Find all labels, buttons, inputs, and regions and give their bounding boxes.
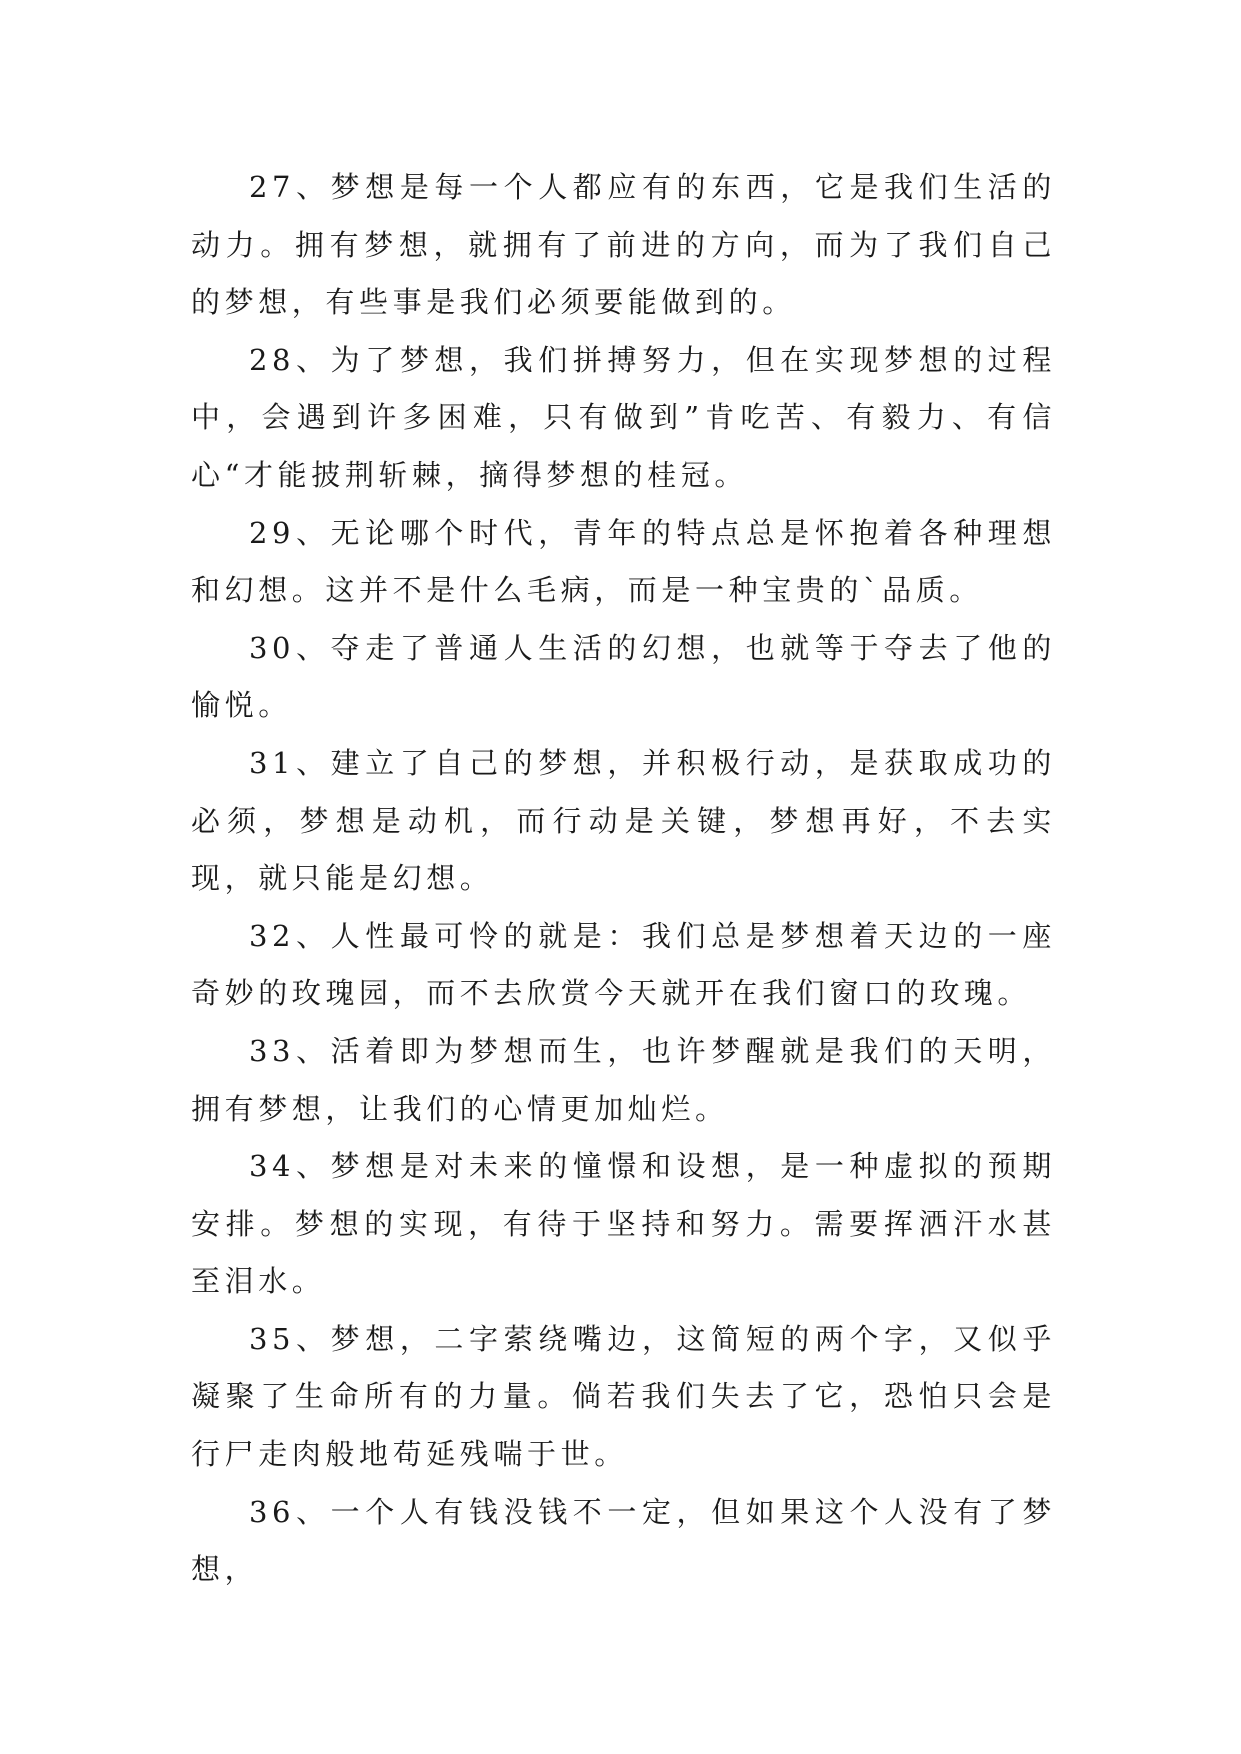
paragraph-34: 34、梦想是对未来的憧憬和设想，是一种虚拟的预期安排。梦想的实现，有待于坚持和努力。需要挥洒汗水甚至泪水。 bbox=[191, 1149, 1056, 1299]
paragraph-35: 35、梦想，二字萦绕嘴边，这简短的两个字，又似乎凝聚了生命所有的力量。倘若我们失去了它，恐怕只会是行尸走肉般地苟延残喘于世。 bbox=[191, 1321, 1056, 1472]
paragraph-27: 27、梦想是每一个人都应有的东西，它是我们生活的动力。拥有梦想，就拥有了前进的方向，而为了我们自己的梦想，有些事是我们必须要能做到的。 bbox=[191, 170, 1056, 320]
paragraph-29: 29、无论哪个时代，青年的特点总是怀抱着各种理想和幻想。这并不是什么毛病，而是一种宝贵的`品质。 bbox=[191, 515, 1056, 608]
paragraph-30: 30、夺走了普通人生活的幻想，也就等于夺去了他的愉悦。 bbox=[191, 630, 1056, 723]
paragraph-28: 28、为了梦想，我们拼搏努力，但在实现梦想的过程中，会遇到许多困难，只有做到”肯吃苦、有毅力、有信心“才能披荆斩棘，摘得梦想的桂冠。 bbox=[191, 342, 1056, 492]
paragraph-36: 36、一个人有钱没钱不一定，但如果这个人没有了梦想， bbox=[191, 1494, 1056, 1587]
document-body bbox=[191, 159, 1056, 1599]
paragraph-33: 33、活着即为梦想而生，也许梦醒就是我们的天明，拥有梦想，让我们的心情更加灿烂。 bbox=[191, 1033, 1056, 1126]
paragraph-31: 31、建立了自己的梦想，并积极行动，是获取成功的必须，梦想是动机，而行动是关键，梦想再好，不去实现，就只能是幻想。 bbox=[191, 745, 1056, 896]
paragraph-32: 32、人性最可怜的就是：我们总是梦想着天边的一座奇妙的玫瑰园，而不去欣赏今天就开在我们窗口的玫瑰。 bbox=[191, 918, 1056, 1011]
